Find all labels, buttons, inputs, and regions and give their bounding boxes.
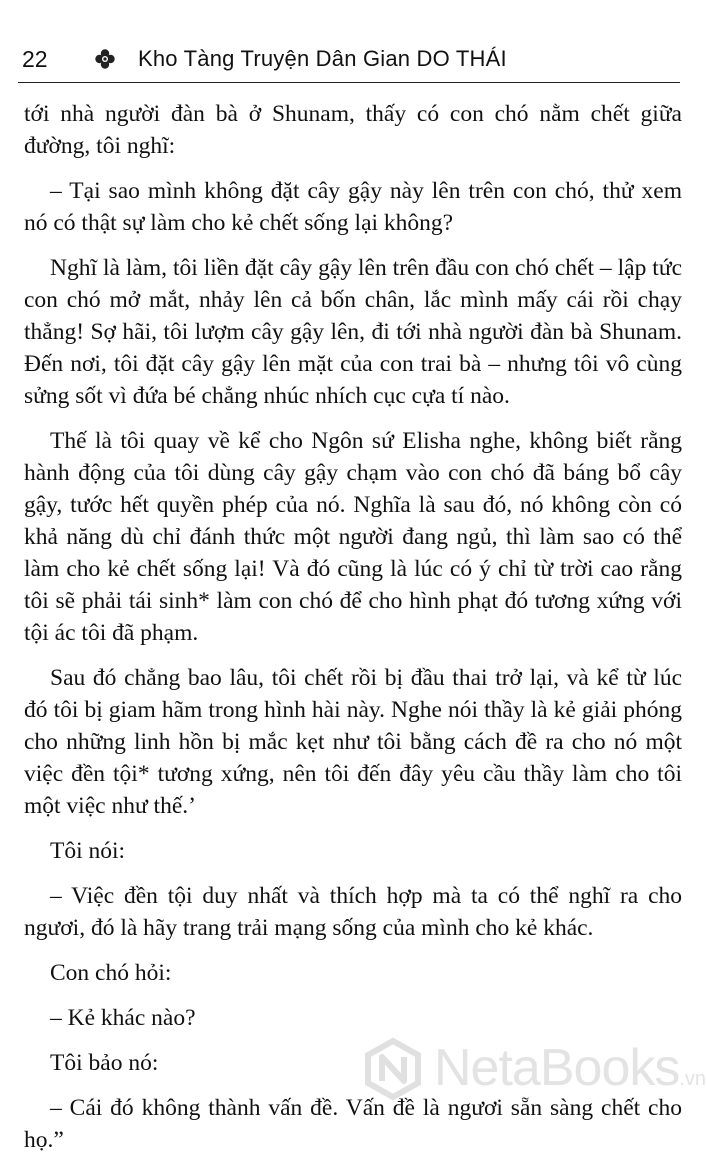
running-title: Kho Tàng Truyện Dân Gian DO THÁI <box>138 46 507 71</box>
paragraph: – Tại sao mình không đặt cây gậy này lên trên con chó, thử xem nó có thật sự làm cho kẻ chết sống lại không? <box>24 178 682 236</box>
page-number: 22 <box>22 46 48 72</box>
flower-ornament-icon <box>94 48 116 70</box>
watermark <box>362 1030 706 1110</box>
paragraph: Tôi bảo nó: <box>50 1050 159 1076</box>
paragraph: tới nhà người đàn bà ở Shunam, thấy có con chó nằm chết giữa đường, tôi nghĩ: <box>24 101 682 159</box>
watermark-brand: NetaBooks <box>434 1039 680 1097</box>
netabooks-logo-icon <box>362 1038 424 1100</box>
paragraph: – Kẻ khác nào? <box>50 1005 196 1031</box>
paragraph: Con chó hỏi: <box>50 960 172 986</box>
body-text <box>24 98 682 1169</box>
paragraph: Sau đó chẳng bao lâu, tôi chết rồi bị đầu thai trở lại, và kể từ lúc đó tôi bị giam hãm trong hình hài này. Nghe nói thầy là kẻ giải phóng cho những linh hồn bị mắc kẹt như tôi bằng cách đề ra cho nó một việc đền tội* tương xứng, nên tôi đến đây yêu cầu thầy làm cho tôi một việc như thế.’ <box>24 665 682 819</box>
paragraph: – Việc đền tội duy nhất và thích hợp mà ta có thể nghĩ ra cho ngươi, đó là hãy trang trải mạng sống của mình cho kẻ khác. <box>24 883 682 941</box>
paragraph: Thế là tôi quay về kể cho Ngôn sứ Elisha nghe, không biết rằng hành động của tôi dùng cây gậy chạm vào con chó đã báng bổ cây gậy, tước hết quyền phép của nó. Nghĩa là sau đó, nó không còn có khả năng dù chỉ đánh thức một người đang ngủ, thì làm sao có thể làm cho kẻ chết sống lại! Và đó cũng là lúc có ý chỉ từ trời cao rằng tôi sẽ phải tái sinh* làm con chó để cho hình phạt đó tương xứng với tội ác tôi đã phạm. <box>24 428 682 646</box>
paragraph: – Cái đó không thành vấn đề. Vấn đề là ngươi sẵn sàng chết cho họ.” <box>24 1095 682 1153</box>
paragraph: Nghĩ là làm, tôi liền đặt cây gậy lên trên đầu con chó chết – lập tức con chó mở mắt, nhảy lên cả bốn chân, lắc mình mấy cái rồi chạy thẳng! Sợ hãi, tôi lượm cây gậy lên, đi tới nhà người đàn bà Shunam. Đến nơi, tôi đặt cây gậy lên mặt của con trai bà – nhưng tôi vô cùng sửng sốt vì đứa bé chẳng nhúc nhích cục cựa tí nào. <box>24 255 682 409</box>
watermark-suffix: .vn <box>679 1068 706 1090</box>
paragraph: Tôi nói: <box>50 838 126 864</box>
page-header <box>18 44 680 83</box>
watermark-text <box>434 1038 706 1098</box>
